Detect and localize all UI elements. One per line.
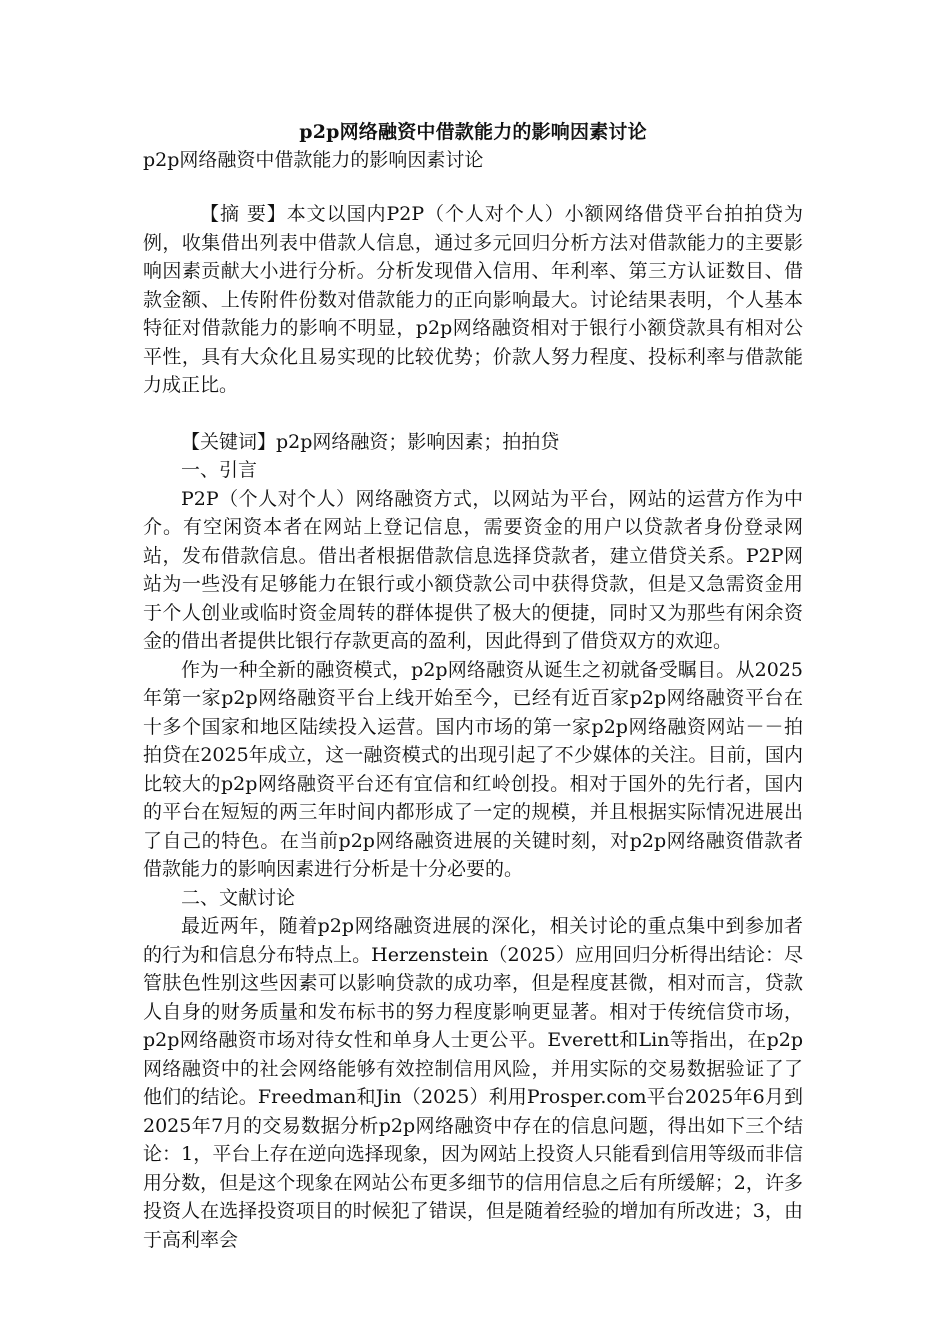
abstract-paragraph: 【摘 要】本文以国内P2P（个人对个人）小额网络借贷平台拍拍贷为例，收集借出列表中借款人信息，通过多元回归分析方法对借款能力的主要影响因素贡献大小进行分析。分析发现借入信用、年利率、第三方认证数目、借款金额、上传附件份数对借款能力的正向影响最大。讨论结果表明，个人基本特征对借款能力的影响不明显，p2p网络融资相对于银行小额贷款具有相对公平性，具有大众化且易实现的比较优势；价款人努力程度、投标利率与借款能力成正比。 <box>143 203 803 396</box>
body-paragraph: 作为一种全新的融资模式，p2p网络融资从诞生之初就备受瞩目。从2025年第一家p2p网络融资平台上线开始至今，已经有近百家p2p网络融资平台在十多个国家和地区陆续投入运营。国内市场的第一家p2p网络融资网站－－拍拍贷在2025年成立，这一融资模式的出现引起了不少媒体的关注。目前，国内比较大的p2p网络融资平台还有宜信和红岭创投。相对于国外的先行者，国内的平台在短短的两三年时间内都形成了一定的规模，并且根据实际情况进展出了自己的特色。在当前p2p网络融资进展的关键时刻，对p2p网络融资借款者借款能力的影响因素进行分析是十分必要的。 <box>143 658 803 880</box>
keywords-line: 【关键词】p2p网络融资；影响因素；拍拍贷 <box>181 430 560 453</box>
body-paragraph: 最近两年，随着p2p网络融资进展的深化，相关讨论的重点集中到参加者的行为和信息分布特点上。Herzenstein（2025）应用回归分析得出结论：尽管肤色性别这些因素可以影响贷款的成功率，但是程度甚微，相对而言，贷款人自身的财务质量和发布标书的努力程度影响更显著。相对于传统信贷市场，p2p网络融资市场对待女性和单身人士更公平。Everett和Lin等指出，在p2p网络融资中的社会网络能够有效控制信用风险，并用实际的交易数据验证了了他们的结论。Freedman和Jin（2025）利用Prosper.com平台2025年6月到2025年7月的交易数据分析p2p网络融资中存在的信息问题，得出如下三个结论：1，平台上存在逆向选择现象，因为网站上投资人只能看到信用等级而非信用分数，但是这个现象在网站公布更多细节的信用信息之后有所缓解；2，许多投资人在选择投资项目的时候犯了错误，但是随着经验的增加有所改进；3，由于高利率会 <box>143 915 803 1251</box>
document-page <box>143 118 803 1254</box>
document-subtitle: p2p网络融资中借款能力的影响因素讨论 <box>143 149 484 171</box>
section-heading-literature: 二、文献讨论 <box>181 886 296 909</box>
document-title: p2p网络融资中借款能力的影响因素讨论 <box>299 121 647 143</box>
section-heading-introduction: 一、引言 <box>181 459 258 481</box>
body-paragraph: P2P（个人对个人）网络融资方式，以网站为平台，网站的运营方作为中介。有空闲资本者在网站上登记信息，需要资金的用户以贷款者身份登录网站，发布借款信息。借出者根据借款信息选择贷款者，建立借贷关系。P2P网站为一些没有足够能力在银行或小额贷款公司中获得贷款，但是又急需资金用于个人创业或临时资金周转的群体提供了极大的便捷，同时又为那些有闲余资金的借出者提供比银行存款更高的盈利，因此得到了借贷双方的欢迎。 <box>143 487 803 652</box>
